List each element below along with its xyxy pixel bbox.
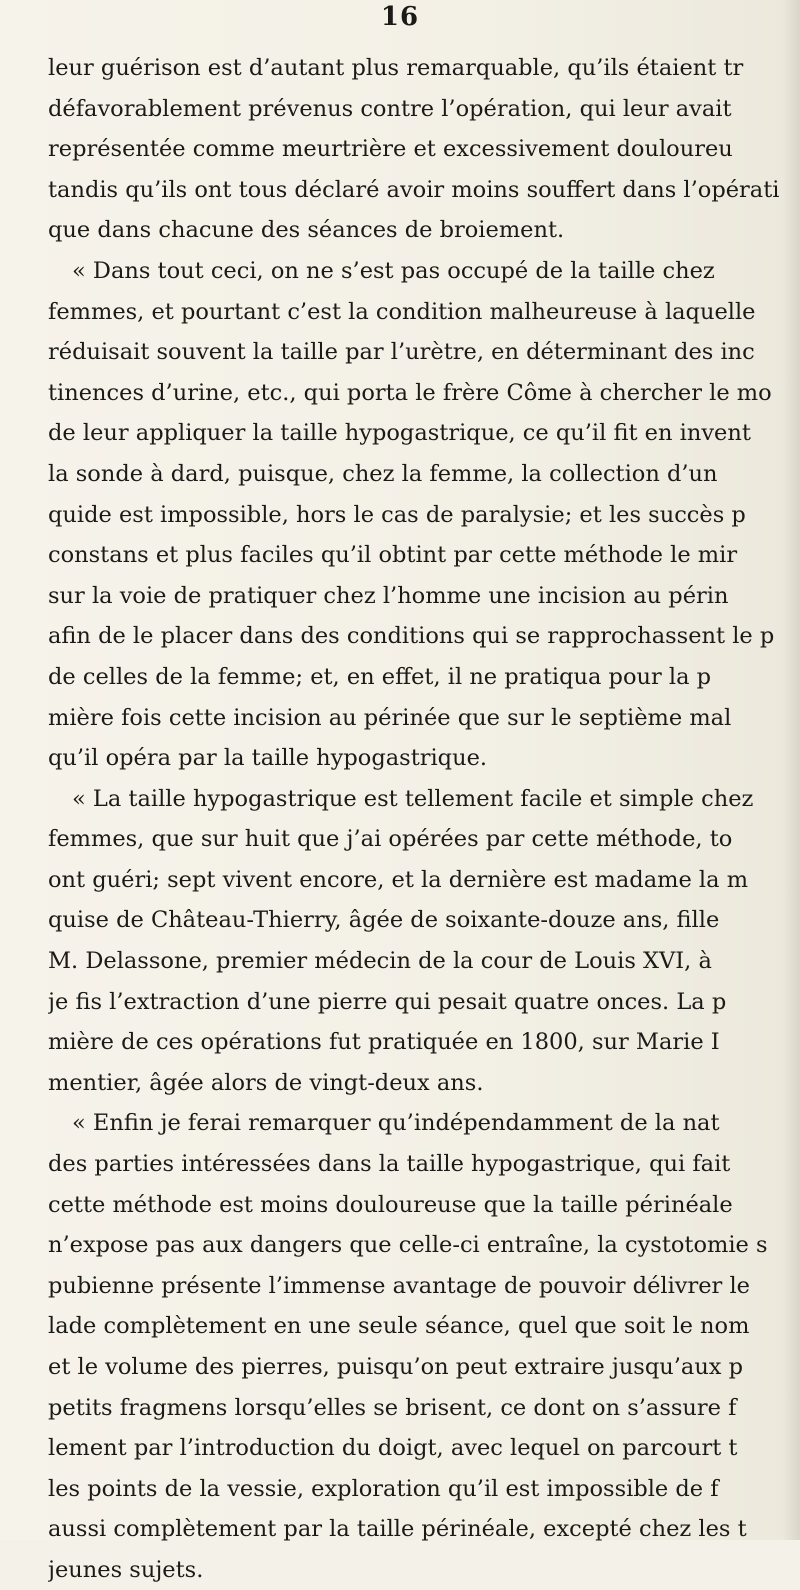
text-line: de celles de la femme; et, en effet, il ne pratiqua pour la p xyxy=(48,663,712,690)
text-line: femmes, que sur huit que j’ai opérées par cette méthode, to xyxy=(48,826,733,853)
text-line: mentier, âgée alors de vingt-deux ans. xyxy=(48,1069,484,1096)
text-line: aussi complètement par la taille périnéale, excepté chez les t xyxy=(48,1516,747,1543)
text-line: tandis qu’ils ont tous déclaré avoir moins souffert dans l’opérati xyxy=(48,176,780,203)
page-number: 16 xyxy=(380,2,420,32)
text-line: quide est impossible, hors le cas de paralysie; et les succès p xyxy=(48,501,746,528)
text-line: mière de ces opérations fut pratiquée en 1800, sur Marie I xyxy=(48,1029,720,1056)
body-text xyxy=(48,48,800,1590)
paragraph-start-line: « Dans tout ceci, on ne s’est pas occupé de la taille chez xyxy=(72,257,715,284)
text-line: afin de le placer dans des conditions qui se rapprochassent le p xyxy=(48,623,775,650)
paragraph-start-line: « Enfin je ferai remarquer qu’indépendamment de la nat xyxy=(72,1110,720,1137)
text-line: les points de la vessie, exploration qu’il est impossible de f xyxy=(48,1475,719,1502)
text-line: représentée comme meurtrière et excessivement douloureu xyxy=(48,136,733,163)
text-line: cette méthode est moins douloureuse que la taille périnéale xyxy=(48,1191,733,1218)
text-line: la sonde à dard, puisque, chez la femme, la collection d’un xyxy=(48,460,718,487)
text-line: M. Delassone, premier médecin de la cour de Louis XVI, à xyxy=(48,948,712,975)
text-line: lement par l’introduction du doigt, avec lequel on parcourt t xyxy=(48,1435,738,1462)
text-line: tinences d’urine, etc., qui porta le frère Côme à chercher le mo xyxy=(48,379,772,406)
text-line: sur la voie de pratiquer chez l’homme une incision au périn xyxy=(48,582,729,609)
text-line: de leur appliquer la taille hypogastrique, ce qu’il fit en invent xyxy=(48,420,751,447)
text-line: jeunes sujets. xyxy=(48,1556,204,1583)
text-line: des parties intéressées dans la taille hypogastrique, qui fait xyxy=(48,1151,731,1178)
text-line: ont guéri; sept vivent encore, et la dernière est madame la m xyxy=(48,866,749,893)
text-line: lade complètement en une seule séance, quel que soit le nom xyxy=(48,1313,750,1340)
text-line: leur guérison est d’autant plus remarquable, qu’ils étaient tr xyxy=(48,55,744,81)
text-line: que dans chacune des séances de broiement. xyxy=(48,217,565,244)
text-line: femmes, et pourtant c’est la condition malheureuse à laquelle xyxy=(48,298,756,325)
text-line: pubienne présente l’immense avantage de pouvoir délivrer le xyxy=(48,1272,750,1299)
text-line: mière fois cette incision au périnée que sur le septième mal xyxy=(48,704,732,731)
text-line: quise de Château-Thierry, âgée de soixante-douze ans, fille xyxy=(48,907,720,934)
text-line: et le volume des pierres, puisqu’on peut extraire jusqu’aux p xyxy=(48,1354,744,1380)
text-line: qu’il opéra par la taille hypogastrique. xyxy=(48,745,488,772)
text-line: n’expose pas aux dangers que celle-ci entraîne, la cystotomie s xyxy=(48,1232,768,1259)
text-line: constans et plus faciles qu’il obtint par cette méthode le mir xyxy=(48,542,738,569)
text-line: réduisait souvent la taille par l’urètre, en déterminant des inc xyxy=(48,339,755,366)
text-line: défavorablement prévenus contre l’opération, qui leur avait xyxy=(48,95,732,122)
text-line: je fis l’extraction d’une pierre qui pesait quatre onces. La p xyxy=(48,988,727,1015)
text-line: petits fragmens lorsqu’elles se brisent, ce dont on s’assure f xyxy=(48,1394,737,1421)
paragraph-start-line: « La taille hypogastrique est tellement facile et simple chez xyxy=(72,785,754,812)
